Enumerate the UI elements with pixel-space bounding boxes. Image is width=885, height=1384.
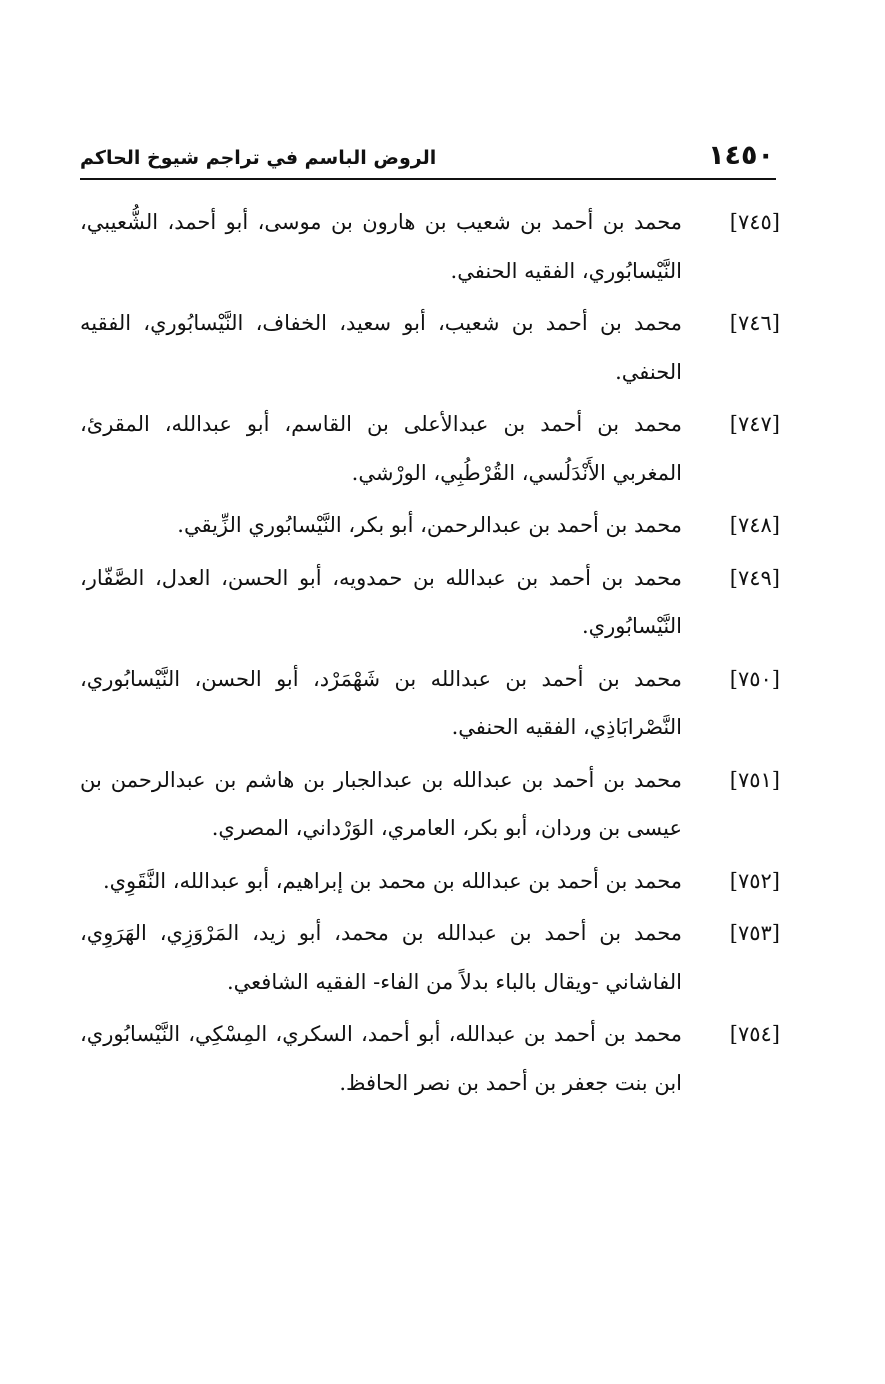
header-divider — [80, 178, 776, 180]
entry-754 — [80, 1010, 780, 1107]
page-number: ١٤٥٠ — [708, 140, 774, 171]
entry-747 — [80, 400, 780, 497]
entry-number: [٧٥١] — [729, 767, 780, 792]
entry-750 — [80, 655, 780, 752]
entry-number: [٧٤٦] — [729, 311, 780, 335]
entry-number: [٧٤٨] — [729, 513, 780, 537]
entry-746 — [80, 299, 780, 396]
entry-753 — [80, 909, 780, 1006]
entry-text: محمد بن أحمد بن عبدالله بن محمد بن إبراهيم، أبو عبدالله، النَّقَوِي. — [102, 868, 682, 893]
entry-text: محمد بن أحمد بن عبدالأعلى بن القاسم، أبو عبدالله، المقرئ، المغربي الأَنْدَلُسي، القُرْطُبِي، الورْشي. — [80, 412, 682, 485]
entry-text: محمد بن أحمد بن عبدالله بن شَهْمَرْد، أبو الحسن، النَّيْسابُوري، النَّصْرابَاذِي، الفقيه الحنفي. — [80, 666, 682, 739]
entry-752 — [80, 857, 780, 906]
entry-number: [٧٥٣] — [729, 921, 780, 945]
entry-number: [٧٥٤] — [729, 1022, 780, 1046]
entry-number: [٧٤٥] — [729, 210, 780, 234]
entry-text: محمد بن أحمد بن عبدالله بن عبدالجبار بن هاشم بن عبدالرحمن بن عيسى بن وردان، أبو بكر، العامري، الوَرْداني، المصري. — [80, 767, 682, 840]
entry-text: محمد بن أحمد بن عبدالله، أبو أحمد، السكري، المِسْكِي، النَّيْسابُوري، ابن بنت جعفر بن أحمد بن نصر الحافظ. — [80, 1022, 682, 1095]
entry-751 — [80, 756, 780, 853]
entry-text: محمد بن أحمد بن عبدالله بن محمد، أبو زيد، المَرْوَزِي، الهَرَوِي، الفاشاني -ويقال بالباء بدلاً من الفاء- الفقيه الشافعي. — [80, 921, 682, 994]
entry-text: محمد بن أحمد بن شعيب بن هارون بن موسى، أبو أحمد، الشُّعيبي، النَّيْسابُوري، الفقيه الحنفي. — [80, 210, 682, 283]
entry-748 — [80, 501, 780, 550]
biography-entries — [80, 198, 780, 1111]
entry-text: محمد بن أحمد بن شعيب، أبو سعيد، الخفاف، النَّيْسابُوري، الفقيه الحنفي. — [80, 311, 682, 384]
running-title: الروض الباسم في تراجم شيوخ الحاكم — [80, 147, 437, 169]
entry-number: [٧٥٢] — [729, 868, 780, 893]
entry-number: [٧٤٩] — [729, 565, 780, 590]
entry-745 — [80, 198, 780, 295]
page-header — [80, 138, 776, 178]
entry-number: [٧٤٧] — [729, 412, 780, 436]
entry-number: [٧٥٠] — [729, 666, 780, 691]
entry-text: محمد بن أحمد بن عبدالرحمن، أبو بكر، النَّيْسابُوري الزِّيقي. — [177, 513, 682, 537]
entry-749 — [80, 554, 780, 651]
entry-text: محمد بن أحمد بن عبدالله بن حمدويه، أبو الحسن، العدل، الصَّفّار، النَّيْسابُوري. — [80, 565, 682, 638]
